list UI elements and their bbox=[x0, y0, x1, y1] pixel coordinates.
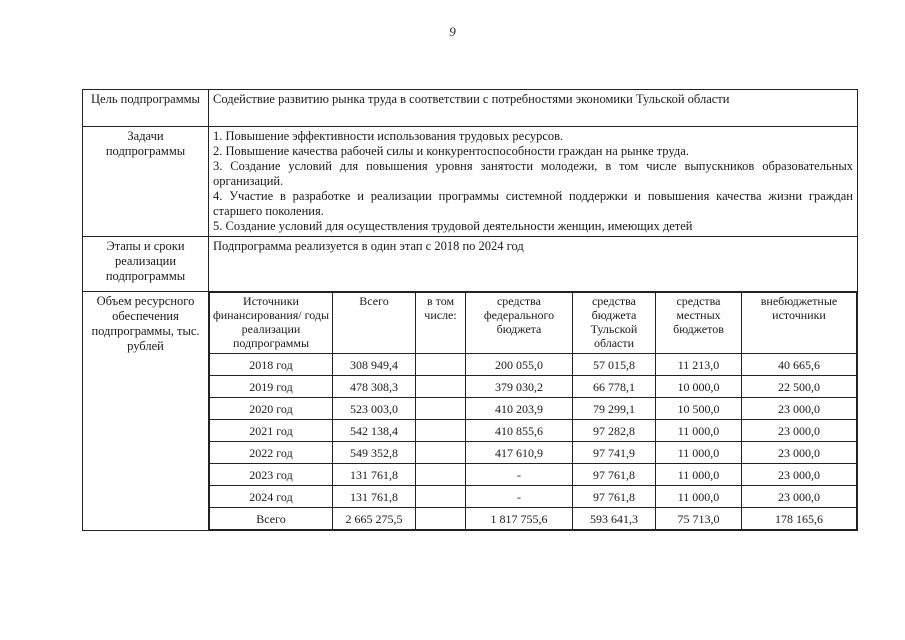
task-item: 3. Создание условий для повышения уровня занятости молодежи, в том числе выпускников образовательных организаций. bbox=[213, 159, 853, 188]
finance-table-wrapper bbox=[209, 292, 858, 531]
cell-federal: 200 055,0 bbox=[466, 354, 573, 376]
cell-extra: 23 000,0 bbox=[742, 464, 857, 486]
cell-year: 2022 год bbox=[210, 442, 333, 464]
cell-regional: 57 015,8 bbox=[573, 354, 656, 376]
table-row bbox=[210, 486, 857, 508]
table-row bbox=[210, 420, 857, 442]
cell-total: 542 138,4 bbox=[333, 420, 416, 442]
cell-including bbox=[416, 508, 466, 530]
cell-total: 131 761,8 bbox=[333, 464, 416, 486]
stages-row bbox=[83, 237, 858, 292]
resources-label: Объем ресурсного обеспечения подпрограммы, тыс. рублей bbox=[83, 292, 209, 531]
cell-extra: 23 000,0 bbox=[742, 398, 857, 420]
cell-year: 2024 год bbox=[210, 486, 333, 508]
tasks-row bbox=[83, 127, 858, 237]
table-row bbox=[210, 464, 857, 486]
task-item: 2. Повышение качества рабочей силы и конкурентоспособности граждан на рынке труда. bbox=[213, 144, 689, 158]
cell-local: 11 213,0 bbox=[656, 354, 742, 376]
cell-federal: 410 855,6 bbox=[466, 420, 573, 442]
table-row-total bbox=[210, 508, 857, 530]
table-row bbox=[210, 376, 857, 398]
header-total: Всего bbox=[333, 293, 416, 354]
cell-federal: 379 030,2 bbox=[466, 376, 573, 398]
cell-year: 2019 год bbox=[210, 376, 333, 398]
header-including: в том числе: bbox=[416, 293, 466, 354]
cell-year: 2020 год bbox=[210, 398, 333, 420]
cell-regional: 79 299,1 bbox=[573, 398, 656, 420]
table-row bbox=[210, 442, 857, 464]
cell-including bbox=[416, 376, 466, 398]
cell-including bbox=[416, 398, 466, 420]
header-federal: средства федерального бюджета bbox=[466, 293, 573, 354]
cell-local: 10 000,0 bbox=[656, 376, 742, 398]
cell-federal: - bbox=[466, 464, 573, 486]
cell-total: 2 665 275,5 bbox=[333, 508, 416, 530]
cell-including bbox=[416, 354, 466, 376]
page-number: 9 bbox=[449, 24, 456, 39]
table-row bbox=[210, 354, 857, 376]
cell-local: 75 713,0 bbox=[656, 508, 742, 530]
cell-total: 549 352,8 bbox=[333, 442, 416, 464]
cell-year: Всего bbox=[210, 508, 333, 530]
task-item: 5. Создание условий для осуществления трудовой деятельности женщин, имеющих детей bbox=[213, 219, 693, 233]
subprogram-passport-table bbox=[82, 89, 858, 531]
cell-local: 11 000,0 bbox=[656, 442, 742, 464]
cell-extra: 40 665,6 bbox=[742, 354, 857, 376]
cell-extra: 23 000,0 bbox=[742, 420, 857, 442]
cell-local: 10 500,0 bbox=[656, 398, 742, 420]
cell-regional: 66 778,1 bbox=[573, 376, 656, 398]
cell-including bbox=[416, 486, 466, 508]
cell-regional: 97 761,8 bbox=[573, 464, 656, 486]
cell-total: 131 761,8 bbox=[333, 486, 416, 508]
cell-including bbox=[416, 442, 466, 464]
task-item: 4. Участие в разработке и реализации программы системной поддержки и повышения качества жизни граждан старшего поколения. bbox=[213, 189, 853, 218]
cell-including bbox=[416, 464, 466, 486]
task-item: 1. Повышение эффективности использования трудовых ресурсов. bbox=[213, 129, 564, 143]
cell-regional: 97 282,8 bbox=[573, 420, 656, 442]
table-row bbox=[210, 398, 857, 420]
cell-federal: 417 610,9 bbox=[466, 442, 573, 464]
cell-federal: 410 203,9 bbox=[466, 398, 573, 420]
finance-header-row bbox=[210, 293, 857, 354]
cell-including bbox=[416, 420, 466, 442]
goal-value: Содействие развитию рынка труда в соответствии с потребностями экономики Тульской области bbox=[209, 90, 858, 127]
cell-federal: - bbox=[466, 486, 573, 508]
cell-regional: 593 641,3 bbox=[573, 508, 656, 530]
cell-total: 478 308,3 bbox=[333, 376, 416, 398]
header-extra: внебюджетные источники bbox=[742, 293, 857, 354]
goal-row bbox=[83, 90, 858, 127]
cell-year: 2018 год bbox=[210, 354, 333, 376]
cell-year: 2023 год bbox=[210, 464, 333, 486]
cell-total: 523 003,0 bbox=[333, 398, 416, 420]
cell-local: 11 000,0 bbox=[656, 486, 742, 508]
header-sources: Источники финансирования/ годы реализации подпрограммы bbox=[210, 293, 333, 354]
resources-row bbox=[83, 292, 858, 531]
cell-extra: 23 000,0 bbox=[742, 442, 857, 464]
cell-extra: 178 165,6 bbox=[742, 508, 857, 530]
cell-extra: 22 500,0 bbox=[742, 376, 857, 398]
stages-label: Этапы и сроки реализации подпрограммы bbox=[83, 237, 209, 292]
cell-extra: 23 000,0 bbox=[742, 486, 857, 508]
cell-total: 308 949,4 bbox=[333, 354, 416, 376]
tasks-label: Задачи подпрограммы bbox=[83, 127, 209, 237]
cell-regional: 97 741,9 bbox=[573, 442, 656, 464]
cell-year: 2021 год bbox=[210, 420, 333, 442]
cell-federal: 1 817 755,6 bbox=[466, 508, 573, 530]
tasks-list bbox=[209, 127, 858, 237]
finance-table bbox=[209, 292, 857, 530]
cell-local: 11 000,0 bbox=[656, 420, 742, 442]
header-local: средства местных бюджетов bbox=[656, 293, 742, 354]
stages-value: Подпрограмма реализуется в один этап с 2018 по 2024 год bbox=[209, 237, 858, 292]
goal-label: Цель подпрограммы bbox=[83, 90, 209, 127]
cell-local: 11 000,0 bbox=[656, 464, 742, 486]
cell-regional: 97 761,8 bbox=[573, 486, 656, 508]
header-regional: средства бюджета Тульской области bbox=[573, 293, 656, 354]
